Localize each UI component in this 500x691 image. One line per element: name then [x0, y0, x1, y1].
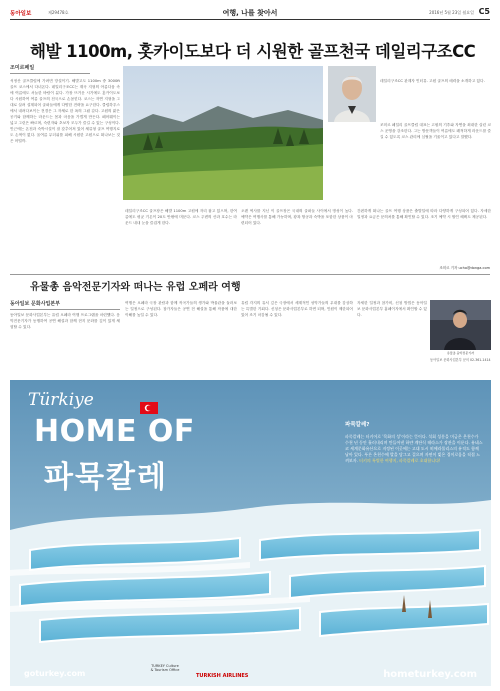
article2-label: 동아일보 문화사업본부: [10, 300, 120, 310]
article1-column-2: 데일리구조CC 골프장은 해발 1100m 고원에 자리 잡고 있으며, 한여름에도 평균 기온이 20도 안팎에 머문다. 코스 주변의 산과 호수는 라운드 내내 눈을 즐겁게 한다.: [125, 209, 237, 225]
article2-column-4: 자세한 일정과 참가비, 신청 방법은 동아일보 문화사업본부 홈페이지에서 확인할 수 있다.: [357, 301, 427, 317]
music-journalist-caption: 유물총 음악전문기자: [446, 351, 475, 355]
interviewee-portrait: [328, 66, 376, 122]
page-header: [10, 6, 490, 20]
article1-column-3: 오랜 역사를 지닌 이 골프장은 국내외 골퍼들 사이에서 명성이 높다. 예약은 여행사를 통해 가능하며, 왕복 항공과 숙박을 포함한 상품이 마련되어 있다.: [241, 209, 353, 225]
article1-column-4: 간편하게 떠나는 골프 여행 상품은 출발일에 따라 다양하게 구성되어 있다. 자세한 일정과 요금은 문의처를 통해 확인할 수 있다. 조기 예약 시 할인 혜택도 제공된다.: [357, 209, 491, 219]
article1-column-1: 석정산 골프클럽에 가려면 망설이기. 해발고도 1100m 중 3000ft 골프 코스에서 다녀온다. 데일리구조CC는 계곡 지형의 아름다움 속에 여름에도 서늘한 바람이 분다. 가장 뜨거운 시기에도 홋카이도보다 시원하여 여름 골프의 천국으로 손꼽힌다. 코스는 자연 지형을 그대로 살려 설계되어 골퍼들에게 다양한 전략을 요구한다. 클럽하우스에서 내려다보이는 전경은 그 자체로 한 폭의 그림 같다. 고원의 맑은 공기와 함께하는 라운드는 몸과 마음을 가볍게 만든다. 페어웨이는 넓고 그린은 빠르며, 숙련자와 초보자 모두가 즐길 수 있는 구성이다. 인근에는 온천과 숙박시설이 잘 갖추어져 있어 체류형 골프 여행지로도 손색이 없다. 올여름 무더위를 피해 시원한 고원으로 떠나보는 것은 어떨까.: [10, 79, 120, 143]
section-title: 여행, 나를 찾아서: [222, 9, 278, 17]
article2-column-3: 유럽 각지의 유서 깊은 극장에서 세계적인 성악가들의 무대를 감상하는 특별한 기회다. 신청은 문화사업본부로 하면 되며, 인원이 제한되어 있어 조기 마감될 수 있다.: [241, 301, 353, 317]
portrait-caption: 데일리구조CC 관계자 인터뷰. 고원 골프의 매력을 소개하고 있다.: [380, 79, 485, 83]
page-number: C5: [478, 7, 490, 16]
article2-column-2: 여행은 오페라 극장 관람과 함께 작곡가들의 생가와 박물관을 둘러보는 일정으로 구성된다. 참가자들은 공연 전 해설을 통해 작품에 대한 이해를 높일 수 있다.: [125, 301, 237, 317]
article1-column-5: 조미르 페일리 골프클럽 대표는 고원의 기후와 자연을 최대한 살린 코스 운영을 강조한다. 그는 방문객들이 여름에도 쾌적하게 라운드를 즐길 수 있도록 코스 관리에 심혈을 기울이고 있다고 말했다.: [380, 123, 491, 139]
article1-label: 조미르페일: [10, 64, 90, 74]
issue-number: 제29478호: [48, 10, 69, 15]
article1-credit: 조미르 기자 ucho@donga.com: [439, 266, 490, 270]
issue-date: 2016년 5월 23일 월요일: [429, 10, 474, 15]
ad-home-of: HOME OF: [34, 414, 195, 449]
ad-turkiye-script: Türkiye: [28, 390, 94, 410]
article2-headline: 유물총 음악전문기자와 떠나는 유럽 오페라 여행: [30, 282, 241, 293]
ad-body-paragraph: 파묵칼레는 터키어로 '목화의 성'이라는 뜻이다. 석회 성분을 머금은 온천수가 수천 년 동안 흘러내리며 만들어낸 하얀 계단식 테라스가 장관을 이룬다. 유네스코 세계문화유산으로 지정된 이곳에는 고대 도시 히에라폴리스의 유적도 함께 남아 있다. 푸른 온천수에 발을 담그고 걸으며 자연이 빚은 경이로움을 직접 느껴보자.: [345, 434, 483, 463]
article2-column-1: 동아일보 문화사업본부는 유럽 오페라 여행 프로그램을 마련했다. 음악전문기자가 동행하여 공연 해설과 함께 현지 문화를 깊이 있게 체험할 수 있다.: [10, 313, 120, 329]
ad-body-text: [345, 434, 483, 464]
music-journalist-photo: [430, 300, 491, 350]
article1-headline: 해발 1100m, 홋카이도보다 더 시원한 골프천국 데일리구조CC: [30, 42, 476, 61]
newspaper-name: 동아일보: [10, 11, 32, 17]
goturkey-link[interactable]: goturkey.com: [24, 669, 86, 678]
golf-course-photo: [123, 66, 323, 200]
hometurkey-link[interactable]: hometurkey.com: [383, 669, 477, 680]
culture-tourism-logo: TURKEY Culture & Tourism Office: [150, 664, 180, 672]
ad-question: 파묵칼레?: [345, 422, 370, 428]
turkey-tourism-ad[interactable]: [10, 380, 491, 686]
ad-highlight: 터키의 특별한 여행지, 파묵칼레로 초대합니다!: [359, 458, 441, 463]
article2-credit: 동아일보 문화사업본부 문의 02-361-1414: [430, 358, 491, 362]
turkish-airlines-logo: TURKISH AIRLINES: [196, 673, 249, 679]
article-separator: [10, 274, 490, 275]
ad-place-name: 파묵칼레: [44, 460, 168, 495]
